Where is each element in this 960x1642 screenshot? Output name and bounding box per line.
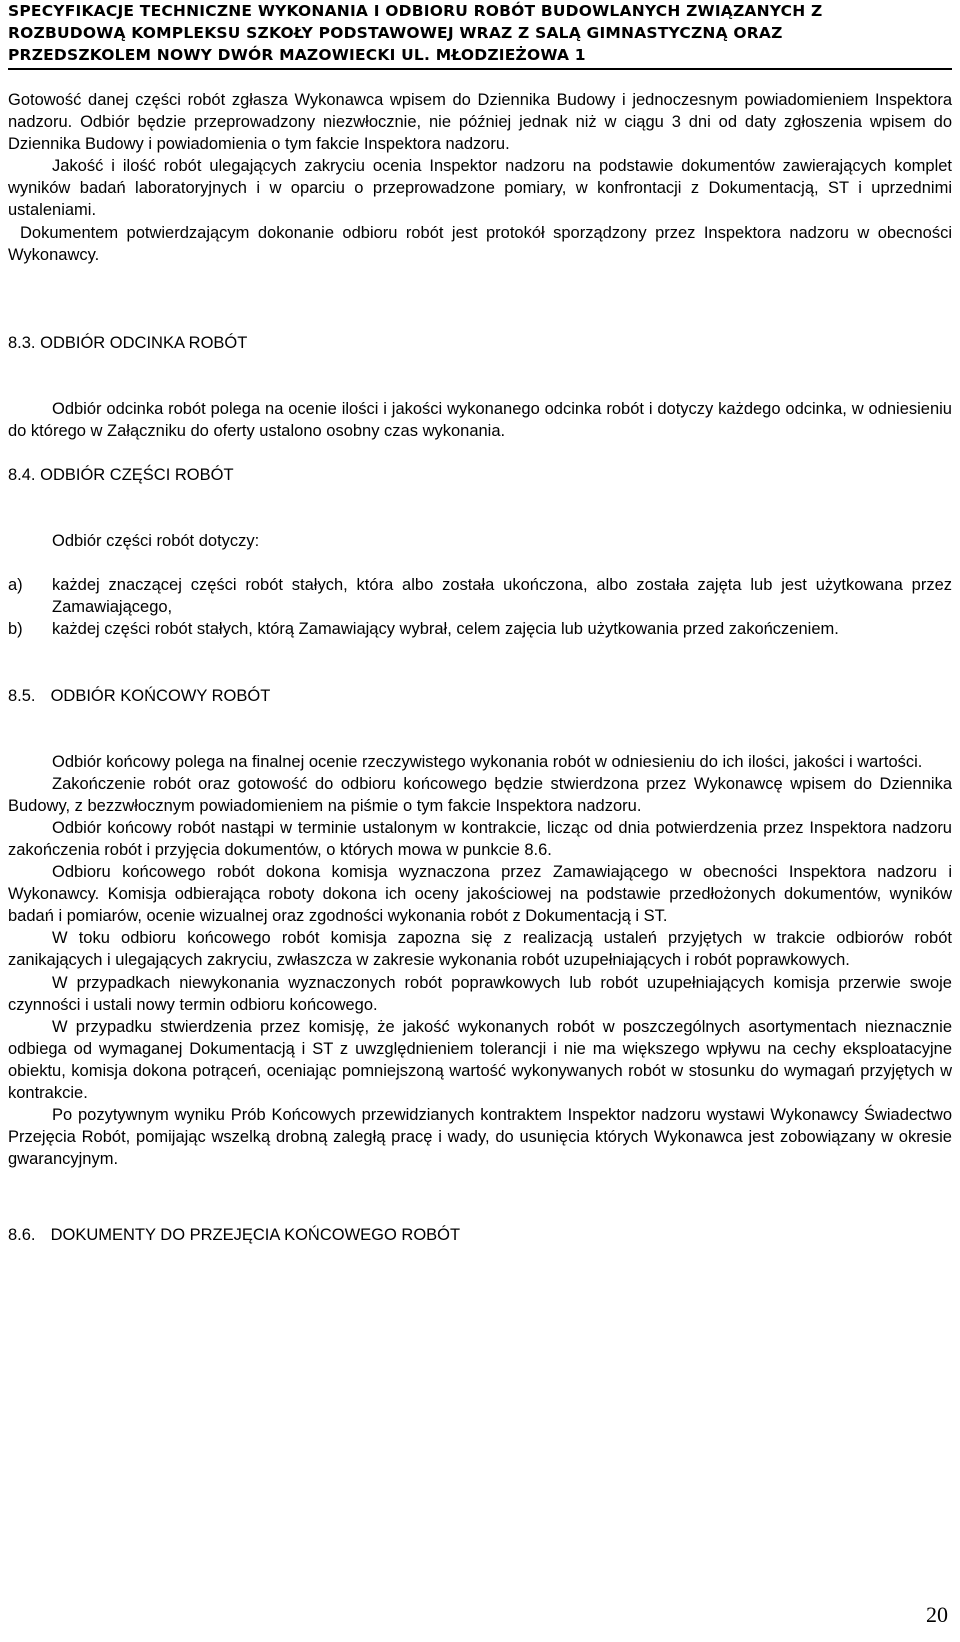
section-8-3-number: 8.3. (8, 333, 36, 352)
list-text: każdej znaczącej części robót stałych, która albo została ukończona, albo została zajęta lub jest użytkowana przez Zamawiającego, (52, 576, 952, 617)
section-8-4-list (8, 574, 952, 640)
list-item (8, 574, 952, 618)
document-header (8, 0, 948, 66)
section-8-5-paragraph: Odbioru końcowego robót dokona komisja wyznaczona przez Zamawiającego w obecności Inspektora nadzoru i Wykonawcy. Komisja odbierająca roboty dokona ich oceny jakościowej na podstawie przedłożonych dokumentów, wyników badań i pomiarów, ocenie wizualnej oraz zgodności wykonania robót z Dokumentacją i ST. (8, 863, 952, 926)
header-line-2: ROZBUDOWĄ KOMPLEKSU SZKOŁY PODSTAWOWEJ WRAZ Z SALĄ GIMNASTYCZNĄ ORAZ (8, 24, 783, 42)
intro-paragraph-2: Jakość i ilość robót ulegających zakryciu ocenia Inspektor nadzoru na podstawie dokumentów zawierających komplet wyników badań laboratoryjnych i w oparciu o przeprowadzone pomiary, w konfrontacji z Dokumentacją, ST i uprzednimi ustaleniami. (8, 157, 952, 220)
list-marker: a) (8, 576, 23, 595)
section-8-5-title: ODBIÓR KOŃCOWY ROBÓT (50, 686, 271, 705)
section-8-4-number: 8.4. (8, 466, 36, 485)
section-8-3-paragraph: Odbiór odcinka robót polega na ocenie ilości i jakości wykonanego odcinka robót i dotyczy każdego odcinka, w odniesieniu do którego w Załączniku do oferty ustalono osobny czas wykonania. (8, 399, 952, 440)
list-marker: b) (8, 620, 23, 639)
section-8-5-heading (8, 685, 952, 707)
section-8-3-title: ODBIÓR ODCINKA ROBÓT (40, 333, 248, 352)
section-8-5-paragraph: W przypadkach niewykonania wyznaczonych robót poprawkowych lub robót uzupełniających komisja przerwie swoje czynności i ustali nowy termin odbioru końcowego. (8, 973, 952, 1014)
section-8-5-number: 8.5. (8, 686, 36, 705)
intro-paragraph-1: Gotowość danej części robót zgłasza Wykonawca wpisem do Dziennika Budowy i jednoczesnym powiadomieniem Inspektora nadzoru. Odbiór będzie przeprowadzony niezwłocznie, nie później jednak niż w ciągu 3 dni od daty zgłoszenia wpisem do Dziennika Budowy i powiadomienia o tym fakcie Inspektora nadzoru. (8, 91, 952, 154)
list-item (8, 618, 952, 640)
section-8-4-lead: Odbiór części robót dotyczy: (52, 532, 260, 551)
list-text: każdej części robót stałych, którą Zamawiający wybrał, celem zajęcia lub użytkowania przed zakończeniem. (52, 620, 839, 639)
document-body (8, 89, 952, 1246)
section-8-5-paragraph: W toku odbioru końcowego robót komisja zapozna się z realizacją ustaleń przyjętych w trakcie odbiorów robót zanikających i ulegających zakryciu, zwłaszcza w zakresie wykonania robót uzupełniających i robót poprawkowych. (8, 929, 952, 970)
intro-paragraph-3: Dokumentem potwierdzającym dokonanie odbioru robót jest protokół sporządzony przez Inspektora nadzoru w obecności Wykonawcy. (8, 223, 952, 264)
section-8-6-heading (8, 1224, 952, 1246)
section-8-6-title: DOKUMENTY DO PRZEJĘCIA KOŃCOWEGO ROBÓT (50, 1226, 461, 1245)
page-number: 20 (926, 1602, 948, 1627)
header-line-1: SPECYFIKACJE TECHNICZNE WYKONANIA I ODBIORU ROBÓT BUDOWLANYCH ZWIĄZANYCH Z (8, 2, 823, 20)
section-8-4-heading (8, 464, 952, 486)
section-8-6-number: 8.6. (8, 1226, 36, 1245)
header-line-3: PRZEDSZKOLEM NOWY DWÓR MAZOWIECKI UL. MŁODZIEŻOWA 1 (8, 46, 586, 64)
section-8-5-paragraph: W przypadku stwierdzenia przez komisję, że jakość wykonanych robót w poszczególnych asortymentach nieznacznie odbiega od wymaganej Dokumentacją i ST z uwzględnieniem tolerancji i nie ma większego wpływu na cechy eksploatacyjne obiektu, komisja dokona potrąceń, oceniając pomniejszoną wartość wykonywanych robót w stosunku do wymagań przyjętych w kontrakcie. (8, 1017, 952, 1102)
section-8-3-heading (8, 332, 952, 354)
section-8-5-paragraph: Po pozytywnym wyniku Prób Końcowych przewidzianych kontraktem Inspektor nadzoru wystawi Wykonawcy Świadectwo Przejęcia Robót, pomijając wszelką drobną zaległą pracę i wady, do usunięcia których Wykonawca jest zobowiązany w okresie gwarancyjnym. (8, 1106, 952, 1169)
section-8-4-title: ODBIÓR CZĘŚCI ROBÓT (40, 466, 234, 485)
section-8-5-paragraph: Odbiór końcowy polega na finalnej ocenie rzeczywistego wykonania robót w odniesieniu do ich ilości, jakości i wartości. (52, 752, 923, 771)
header-rule (8, 68, 952, 70)
section-8-5-paragraph: Zakończenie robót oraz gotowość do odbioru końcowego będzie stwierdzona przez Wykonawcę wpisem do Dziennika Budowy, z bezzwłocznym powiadomieniem na piśmie o tym fakcie Inspektora nadzoru. (8, 774, 952, 815)
section-8-5-paragraph: Odbiór końcowy robót nastąpi w terminie ustalonym w kontrakcie, licząc od dnia potwierdzenia przez Inspektora nadzoru zakończenia robót i przyjęcia dokumentów, o których mowa w punkcie 8.6. (8, 818, 952, 859)
